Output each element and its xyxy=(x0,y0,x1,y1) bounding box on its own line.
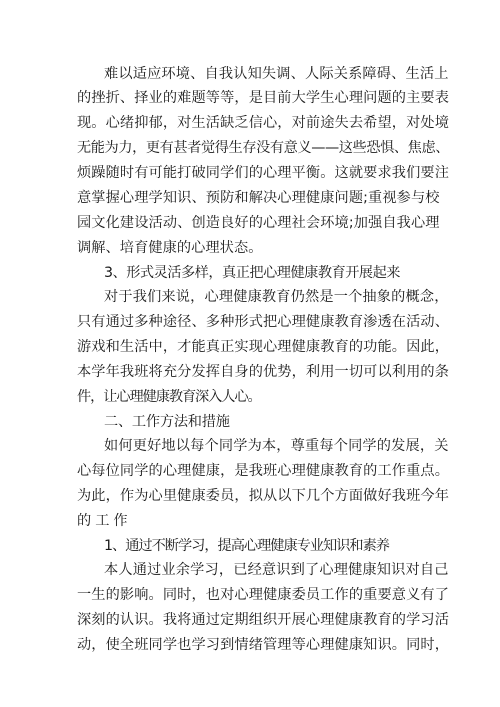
text-line: 难以适应环境、自我认知失调、人际关系障碍、生活上 xyxy=(104,66,449,82)
text-line: 游戏和生活中，才能真正实现心理健康教育的功能。因此， xyxy=(77,339,449,355)
section-heading: 3、形式灵活多样，真正把心理健康教育开展起来 xyxy=(104,265,400,281)
text-line: 动，使全班同学也学习到情绪管理等心理健康知识。同时， xyxy=(77,637,449,653)
text-line: 的工作 xyxy=(77,513,132,529)
text-line: 对于我们来说，心理健康教育仍然是一个抽象的概念， xyxy=(104,289,449,305)
text-line: 如何更好地以每个同学为本，尊重每个同学的发展，关 xyxy=(104,438,449,454)
text-line: 本人通过业余学习，已经意识到了心理健康知识对自己 xyxy=(104,562,449,578)
text-line: 调解、培育健康的心理状态。 xyxy=(77,240,263,256)
section-heading: 二、工作方法和措施 xyxy=(104,414,230,430)
text-line: 件，让心理健康教育深入人心。 xyxy=(77,389,261,405)
text-line: 无能为力，更有甚者觉得生存没有意义——这些恐惧、焦虑、 xyxy=(77,140,449,156)
text-line: 只有通过多种途径、多种形式把心理健康教育渗透在活动、 xyxy=(77,314,449,330)
text-line: 园文化建设活动、创造良好的心理社会环境;加强自我心理 xyxy=(77,215,440,231)
text-line: 本学年我班将充分发挥自身的优势，利用一切可以利用的条 xyxy=(77,364,449,380)
section-heading: 1、通过不断学习，提高心理健康专业知识和素养 xyxy=(104,538,389,554)
text-line: 意掌握心理学知识、预防和解决心理健康问题;重视参与校 xyxy=(77,190,440,206)
text-line: 心每位同学的心理健康，是我班心理健康教育的工作重点。 xyxy=(77,463,449,479)
text-line: 烦躁随时有可能打破同学们的心理平衡。这就要求我们要注 xyxy=(77,165,449,181)
text-line: 现。心绪抑郁，对生活缺乏信心，对前途失去希望，对处境 xyxy=(77,115,449,131)
text-line: 深刻的认识。我将通过定期组织开展心理健康教育的学习活 xyxy=(77,612,449,628)
text-line: 一生的影响。同时，也对心理健康委员工作的重要意义有了 xyxy=(77,587,449,603)
text-line: 的挫折、择业的难题等等，是目前大学生心理问题的主要表 xyxy=(77,90,449,106)
text-line: 为此，作为心里健康委员，拟从以下几个方面做好我班今年 xyxy=(77,488,449,504)
